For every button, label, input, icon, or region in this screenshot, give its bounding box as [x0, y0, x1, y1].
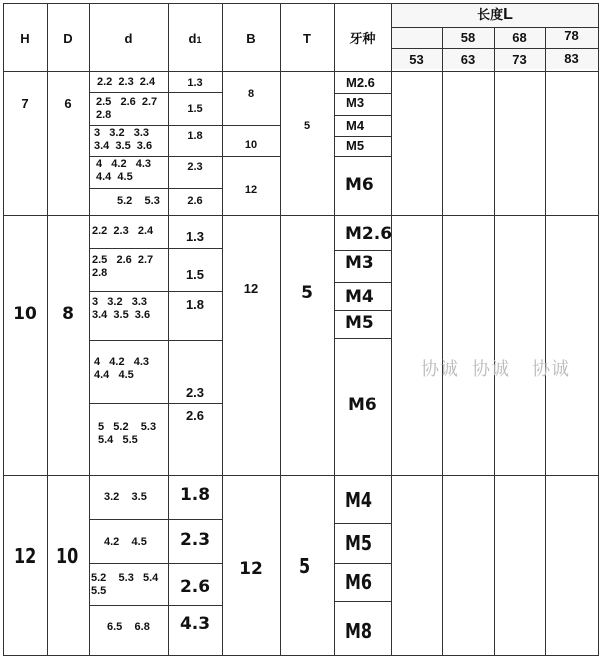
length-78: 78 [564, 28, 579, 43]
g1-T: 5 [303, 120, 311, 132]
row-line [222, 125, 280, 126]
length-53: 53 [409, 52, 424, 67]
col-line [494, 27, 495, 656]
g3-B: 12 [239, 559, 263, 579]
col-line [280, 3, 281, 656]
g2-d-row: 4 4.2 4.3 4.4 4.5 [94, 356, 150, 381]
row-line [334, 310, 391, 311]
g2-d-row: 2.2 2.3 2.4 [92, 225, 154, 237]
g1-d-row: 2.5 2.6 2.7 2.8 [96, 96, 158, 121]
g2-d-row: 2.5 2.6 2.7 2.8 [92, 254, 154, 279]
header-D: D [63, 31, 73, 46]
table-border-bottom [3, 655, 599, 656]
length-83: 83 [564, 51, 579, 66]
g1-thread: M2.6 [346, 75, 375, 90]
g1-H: 7 [21, 96, 29, 111]
row-line [89, 605, 222, 606]
header-line [3, 71, 599, 72]
row-line [334, 93, 391, 94]
row-line [89, 248, 222, 249]
g3-thread: M5 [345, 531, 373, 555]
length-63: 63 [460, 52, 476, 67]
header-d1: d1 [188, 31, 202, 46]
group-divider [3, 475, 599, 476]
length-73: 73 [512, 52, 527, 67]
g2-d-row: 3 3.2 3.3 3.4 3.5 3.6 [92, 296, 151, 321]
g1-thread: M3 [346, 95, 365, 110]
row-line [334, 250, 391, 251]
g2-d1: 2.6 [185, 408, 205, 423]
col-line [545, 27, 546, 656]
header-length: 长度L [477, 6, 513, 23]
g3-d-row: 6.5 6.8 [107, 621, 150, 633]
row-line [222, 156, 280, 157]
g1-d-row: 5.2 5.3 [117, 195, 160, 207]
row-line [334, 156, 391, 157]
row-line [334, 136, 391, 137]
header-T: T [303, 31, 311, 46]
g3-d1: 2.6 [179, 577, 211, 597]
g2-T: 5 [301, 283, 313, 303]
g2-thread: M2.6 [345, 224, 393, 244]
g1-d-row: 4 4.2 4.3 4.4 4.5 [96, 158, 152, 183]
g3-thread: M6 [345, 570, 373, 594]
g3-d1: 4.3 [179, 614, 211, 634]
row-line [334, 601, 391, 602]
length-58: 58 [460, 30, 476, 45]
col-line [222, 3, 223, 656]
row-line [334, 523, 391, 524]
row-line [89, 340, 222, 341]
row-line [89, 92, 222, 93]
header-H: H [20, 31, 30, 46]
col-line [89, 3, 90, 656]
g1-d-row: 3 3.2 3.3 3.4 3.5 3.6 [94, 127, 153, 152]
g1-d1: 1.8 [187, 130, 203, 142]
row-line [334, 563, 391, 564]
header-thread: 牙种 [349, 31, 376, 46]
g3-H: 12 [14, 544, 37, 568]
header-line [391, 48, 599, 49]
g2-thread: M4 [345, 287, 374, 307]
row-line [89, 291, 222, 292]
table-border-top [3, 3, 599, 4]
header-B: B [246, 31, 256, 46]
col-line [168, 3, 169, 656]
g3-d1: 2.3 [179, 530, 211, 550]
g1-thread: M4 [346, 118, 365, 133]
header-d: d [124, 31, 133, 46]
g2-H: 10 [13, 304, 37, 324]
g3-d-row: 3.2 3.5 [104, 491, 147, 503]
row-line [334, 282, 391, 283]
g1-D: 6 [64, 96, 72, 111]
g1-d1: 1.5 [187, 103, 203, 115]
g2-d1: 1.3 [185, 229, 205, 244]
group-divider [3, 215, 599, 216]
col-line [442, 27, 443, 656]
g1-d1: 2.6 [187, 195, 203, 207]
g2-D: 8 [62, 304, 74, 324]
g1-thread: M6 [345, 175, 374, 195]
g1-d-row: 2.2 2.3 2.4 [97, 76, 156, 88]
row-line [334, 338, 391, 339]
g2-d1: 1.8 [185, 297, 205, 312]
col-line [334, 3, 335, 656]
g1-B: 12 [244, 184, 258, 196]
row-line [89, 188, 222, 189]
row-line [89, 156, 222, 157]
g1-d1: 1.3 [187, 77, 203, 89]
g2-d1: 2.3 [185, 385, 205, 400]
g1-B: 8 [247, 88, 255, 100]
row-line [89, 519, 222, 520]
g3-d1: 1.8 [179, 485, 211, 505]
length-68: 68 [512, 30, 527, 45]
g2-thread: M3 [345, 253, 374, 273]
row-line [89, 563, 222, 564]
watermark-text: 协诚 [532, 359, 570, 380]
watermark-text: 协诚 [472, 359, 510, 380]
g1-d1: 2.3 [187, 161, 203, 173]
g2-thread: M5 [345, 313, 374, 333]
g3-d-row: 4.2 4.5 [104, 536, 147, 548]
g3-d-row: 5.2 5.3 5.4 5.5 [91, 572, 159, 597]
g3-thread: M8 [345, 619, 373, 643]
g3-thread: M4 [345, 488, 373, 512]
col-line [391, 3, 392, 656]
g3-T: 5 [299, 554, 311, 578]
table-border-right [598, 3, 599, 656]
g1-B: 10 [244, 139, 258, 151]
g1-thread: M5 [346, 138, 365, 153]
g2-d-row: 5 5.2 5.3 5.4 5.5 [98, 421, 157, 446]
g2-thread: M6 [348, 395, 377, 415]
row-line [334, 115, 391, 116]
row-line [89, 125, 222, 126]
watermark-text: 协诚 [421, 359, 459, 380]
g2-B: 12 [243, 281, 259, 296]
g2-d1: 1.5 [185, 267, 205, 282]
row-line [89, 403, 222, 404]
g3-D: 10 [56, 544, 79, 568]
